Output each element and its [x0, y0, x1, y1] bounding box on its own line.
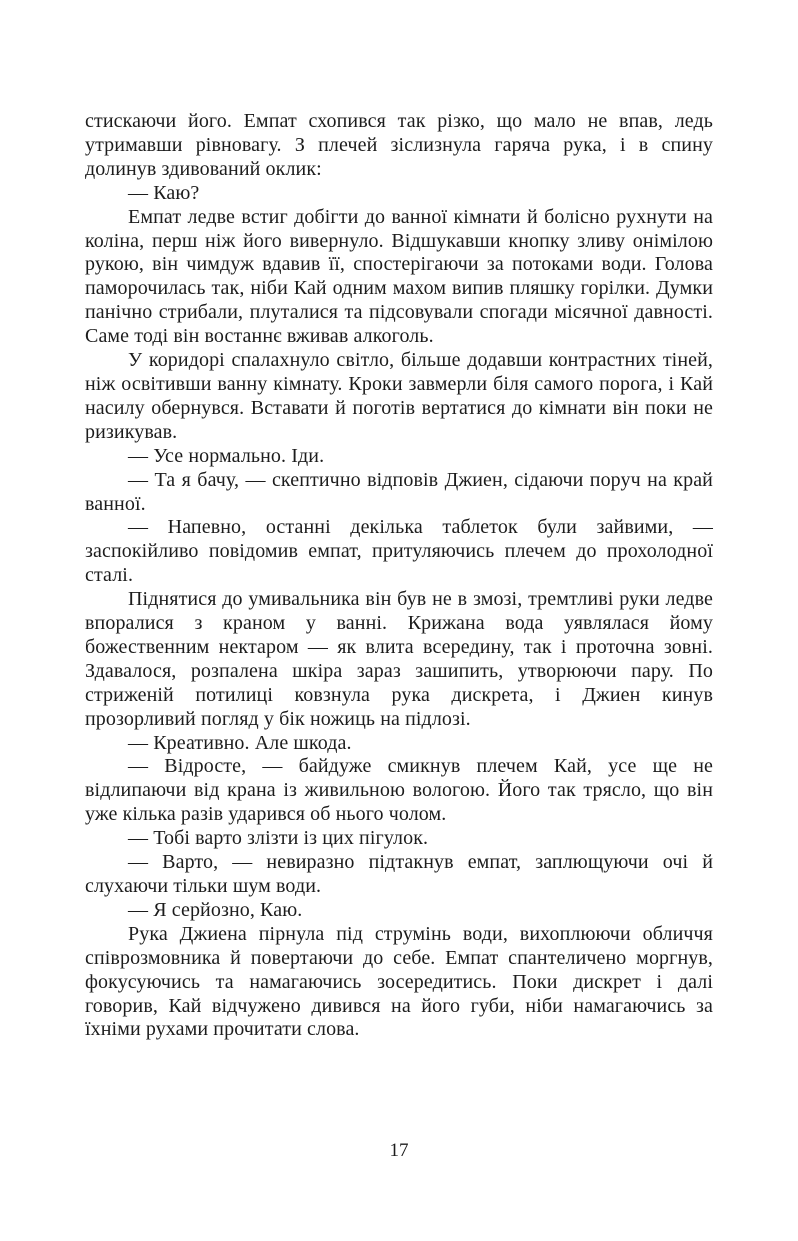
- paragraph: — Усе нормально. Іди.: [128, 444, 325, 467]
- paragraph: — Каю?: [128, 181, 200, 204]
- paragraph: — Та я бачу, — скептично відповів Джиен, сідаючи поруч на край ванної.: [85, 468, 713, 515]
- text-block: [85, 110, 713, 1042]
- paragraph: — Варто, — невиразно підтакнув емпат, заплющуючи очі й слухаючи тільки шум води.: [85, 851, 713, 897]
- paragraph: У коридорі спалахнуло світло, більше додавши контрастних тіней, ніж освітивши ванну кімнату. Кроки завмерли біля самого порога, і Кай насилу обернувся. Вставати й поготів вертатися до кімнати він поки не ризикував.: [85, 349, 713, 443]
- paragraph: Піднятися до умивальника він був не в змозі, тремтливі руки ледве впоралися з краном у ванні. Крижана вода уявлялася йому божественним нектаром — як влита всередину, так і проточна зовні. Здавалося, розпалена шкіра зараз зашипить, утворюючи пару. По стриженій потилиці ковзнула рука дискрета, і Джиен кинув прозорливий погляд у бік ножиць на підлозі.: [85, 588, 713, 730]
- paragraph: — Напевно, останні декілька таблеток були зайвими, — заспокійливо повідомив емпат, притуляючись плечем до прохолодної сталі.: [85, 516, 713, 587]
- paragraph: — Я серйозно, Каю.: [128, 898, 303, 921]
- paragraph: — Креативно. Але шкода.: [128, 731, 352, 754]
- paragraph: — Відросте, — байдуже смикнув плечем Кай, усе ще не відлипаючи від крана із живильною вологою. Його так трясло, що він уже кілька разів ударився об нього чолом.: [85, 755, 713, 826]
- paragraph: стискаючи його. Емпат схопився так різко, що мало не впав, ледь утримавши рівновагу. З плечей зіслизнула гаряча рука, і в спину долинув здивований оклик:: [85, 110, 713, 180]
- paragraph: — Тобі варто злізти із цих пігулок.: [128, 827, 429, 850]
- page-number: 17: [389, 1140, 409, 1161]
- paragraph: Емпат ледве встиг добігти до ванної кімнати й болісно рухнути на коліна, перш ніж його вивернуло. Відшукавши кнопку зливу онімілою рукою, він чимдуж вдавив її, спостерігаючи за потоками води. Голова паморочилась так, ніби Кай одним махом випив пляшку горілки. Думки панічно стрибали, плуталися та підсовували спогади місячної давності. Саме тоді він востаннє вживав алкоголь.: [85, 205, 713, 348]
- paragraph: Рука Джиена пірнула під струмінь води, вихоплюючи обличчя співрозмовника й повертаючи до себе. Емпат спантеличено моргнув, фокусуючись та намагаючись зосередитись. Поки дискрет і далі говорив, Кай відчужено дивився на його губи, ніби намагаючись за їхніми рухами прочитати слова.: [85, 922, 713, 1041]
